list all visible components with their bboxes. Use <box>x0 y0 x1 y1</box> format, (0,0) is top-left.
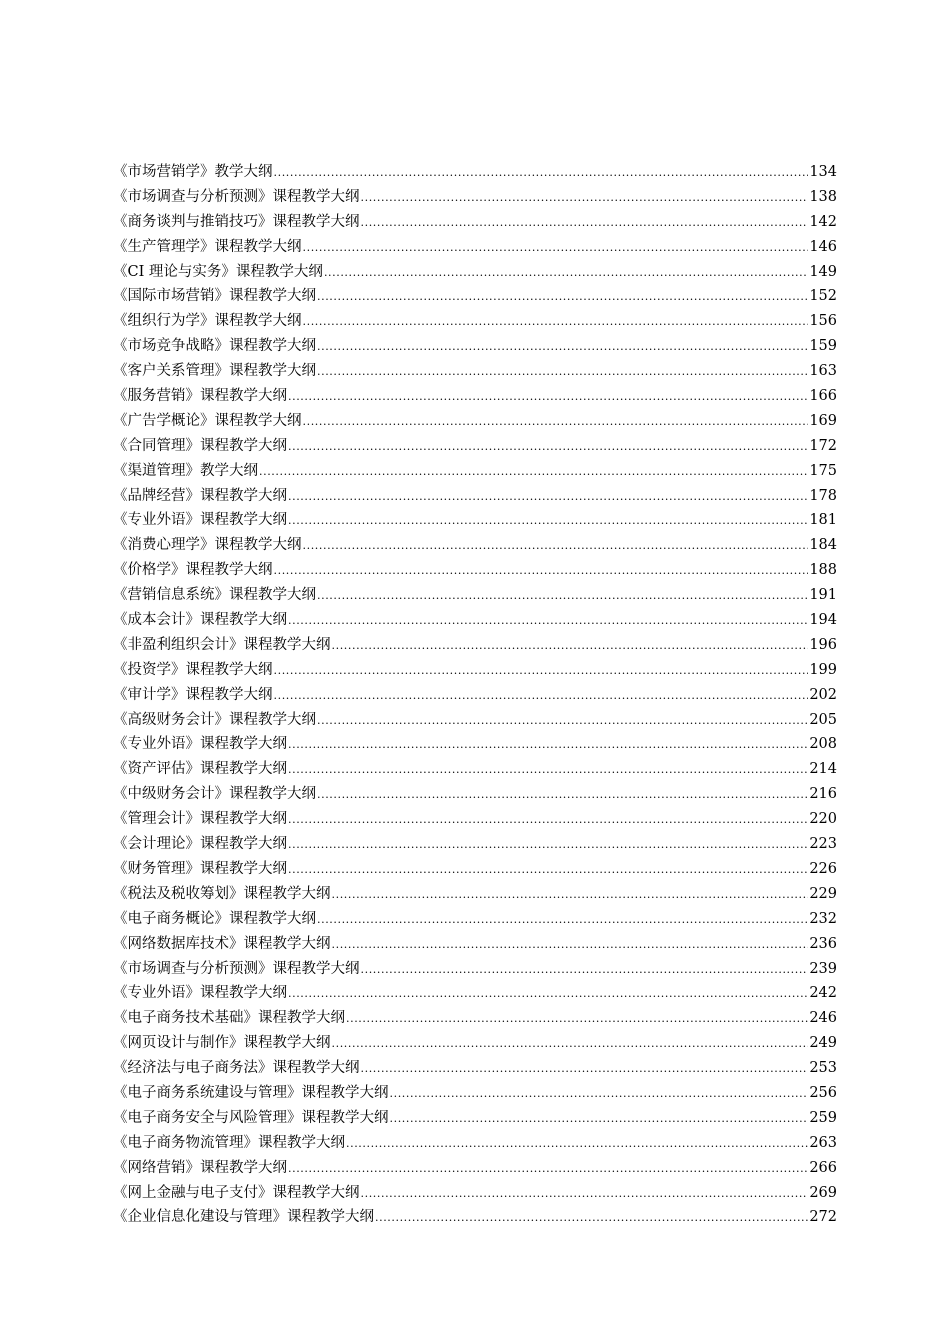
toc-dot-leader <box>317 783 808 808</box>
toc-entry-title[interactable]: 《价格学》课程教学大纲 <box>113 562 273 579</box>
toc-entry-title[interactable]: 《网上金融与电子支付》课程教学大纲 <box>113 1184 360 1201</box>
toc-entry[interactable] <box>113 384 837 409</box>
toc-entry[interactable] <box>113 160 837 185</box>
toc-dot-leader <box>288 509 808 534</box>
toc-dot-leader <box>361 1182 809 1207</box>
toc-entry-title[interactable]: 《成本会计》课程教学大纲 <box>113 612 287 629</box>
toc-dot-leader <box>288 1157 808 1182</box>
toc-entry-title[interactable]: 《网页设计与制作》课程教学大纲 <box>113 1035 331 1052</box>
toc-entry-page-number[interactable]: 175 <box>809 462 837 479</box>
toc-entry[interactable] <box>113 583 837 608</box>
toc-entry[interactable] <box>113 334 837 359</box>
toc-entry-title[interactable]: 《专业外语》课程教学大纲 <box>113 985 287 1002</box>
toc-entry-page-number[interactable]: 163 <box>809 363 837 380</box>
toc-entry-page-number[interactable]: 159 <box>809 338 837 355</box>
toc-entry-title[interactable]: 《电子商务概论》课程教学大纲 <box>113 910 316 927</box>
toc-entry-title[interactable]: 《市场调查与分析预测》课程教学大纲 <box>113 188 360 205</box>
toc-dot-leader <box>390 1082 809 1107</box>
toc-entry[interactable] <box>113 608 837 633</box>
toc-entry-page-number[interactable]: 232 <box>809 910 837 927</box>
toc-entry[interactable] <box>113 1081 837 1106</box>
toc-entry-page-number[interactable]: 196 <box>809 636 837 653</box>
toc-entry-title[interactable]: 《非盈利组织会计》课程教学大纲 <box>113 636 331 653</box>
toc-entry-title[interactable]: 《网络数据库技术》课程教学大纲 <box>113 935 331 952</box>
toc-entry[interactable] <box>113 658 837 683</box>
toc-entry-title[interactable]: 《经济法与电子商务法》课程教学大纲 <box>113 1060 360 1077</box>
toc-entry-page-number[interactable]: 202 <box>809 686 837 703</box>
toc-dot-leader <box>346 1132 808 1157</box>
toc-dot-leader <box>361 958 809 983</box>
toc-entry-title[interactable]: 《企业信息化建设与管理》课程教学大纲 <box>113 1209 374 1226</box>
toc-dot-leader <box>361 1057 809 1082</box>
toc-entry-title[interactable]: 《渠道管理》教学大纲 <box>113 462 258 479</box>
toc-entry-page-number[interactable]: 229 <box>809 885 837 902</box>
toc-entry-title[interactable]: 《网络营销》课程教学大纲 <box>113 1159 287 1176</box>
toc-entry-title[interactable]: 《税法及税收筹划》课程教学大纲 <box>113 885 331 902</box>
toc-dot-leader <box>332 933 809 958</box>
toc-dot-leader <box>361 186 809 211</box>
toc-entry-title[interactable]: 《市场竞争战略》课程教学大纲 <box>113 338 316 355</box>
toc-entry[interactable] <box>113 210 837 235</box>
toc-entry[interactable] <box>113 1181 837 1206</box>
toc-entry[interactable] <box>113 832 837 857</box>
toc-dot-leader <box>288 385 808 410</box>
toc-entry[interactable] <box>113 284 837 309</box>
toc-entry-title[interactable]: 《电子商务物流管理》课程教学大纲 <box>113 1134 345 1151</box>
toc-entry-page-number[interactable]: 216 <box>809 786 837 803</box>
toc-entry-page-number[interactable]: 220 <box>809 811 837 828</box>
toc-entry-title[interactable]: 《品牌经营》课程教学大纲 <box>113 487 287 504</box>
toc-entry-title[interactable]: 《合同管理》课程教学大纲 <box>113 437 287 454</box>
toc-entry-page-number[interactable]: 166 <box>809 388 837 405</box>
toc-entry[interactable] <box>113 359 837 384</box>
toc-entry-page-number[interactable]: 169 <box>809 412 837 429</box>
toc-dot-leader <box>259 460 808 485</box>
toc-entry[interactable] <box>113 1156 837 1181</box>
toc-entry[interactable] <box>113 558 837 583</box>
toc-entry[interactable] <box>113 907 837 932</box>
toc-entry[interactable] <box>113 185 837 210</box>
toc-dot-leader <box>317 584 808 609</box>
toc-entry-title[interactable]: 《中级财务会计》课程教学大纲 <box>113 786 316 803</box>
toc-entry-page-number[interactable]: 214 <box>809 761 837 778</box>
toc-entry-page-number[interactable]: 156 <box>809 313 837 330</box>
toc-entry-page-number[interactable]: 152 <box>809 288 837 305</box>
toc-dot-leader <box>324 261 808 286</box>
toc-entry-page-number[interactable]: 138 <box>809 188 837 205</box>
toc-entry[interactable] <box>113 1031 837 1056</box>
toc-entry[interactable] <box>113 434 837 459</box>
toc-entry[interactable] <box>113 1205 837 1230</box>
toc-dot-leader <box>303 236 809 261</box>
toc-entry-title[interactable]: 《消费心理学》课程教学大纲 <box>113 537 302 554</box>
toc-entry[interactable] <box>113 683 837 708</box>
toc-dot-leader <box>288 758 808 783</box>
toc-entry-page-number[interactable]: 188 <box>809 562 837 579</box>
toc-dot-leader <box>361 211 809 236</box>
toc-entry[interactable] <box>113 732 837 757</box>
toc-entry-title[interactable]: 《营销信息系统》课程教学大纲 <box>113 587 316 604</box>
toc-entry-page-number[interactable]: 199 <box>809 661 837 678</box>
toc-entry-page-number[interactable]: 181 <box>809 512 837 529</box>
toc-dot-leader <box>332 1032 809 1057</box>
toc-dot-leader <box>346 1007 808 1032</box>
toc-dot-leader <box>288 808 808 833</box>
toc-entry[interactable] <box>113 757 837 782</box>
toc-dot-leader <box>288 833 808 858</box>
toc-entry-page-number[interactable]: 178 <box>809 487 837 504</box>
toc-dot-leader <box>274 161 809 186</box>
toc-entry-page-number[interactable]: 246 <box>809 1010 837 1027</box>
toc-dot-leader <box>332 634 809 659</box>
toc-entry-title[interactable]: 《商务谈判与推销技巧》课程教学大纲 <box>113 213 360 230</box>
toc-entry-page-number[interactable]: 269 <box>809 1184 837 1201</box>
toc-entry[interactable] <box>113 932 837 957</box>
toc-entry-page-number[interactable]: 226 <box>809 860 837 877</box>
toc-entry-title[interactable]: 《生产管理学》课程教学大纲 <box>113 238 302 255</box>
toc-entry-title[interactable]: 《电子商务安全与风险管理》课程教学大纲 <box>113 1109 389 1126</box>
toc-entry[interactable] <box>113 309 837 334</box>
toc-dot-leader <box>303 310 809 335</box>
toc-entry[interactable] <box>113 1131 837 1156</box>
toc-entry[interactable] <box>113 633 837 658</box>
toc-dot-leader <box>288 609 808 634</box>
toc-entry[interactable] <box>113 484 837 509</box>
toc-entry-page-number[interactable]: 242 <box>809 985 837 1002</box>
toc-entry-page-number[interactable]: 253 <box>809 1060 837 1077</box>
toc-dot-leader <box>274 684 809 709</box>
toc-entry-page-number[interactable]: 236 <box>809 935 837 952</box>
toc-entry-page-number[interactable]: 256 <box>809 1084 837 1101</box>
toc-dot-leader <box>317 908 808 933</box>
toc-entry-page-number[interactable]: 172 <box>809 437 837 454</box>
toc-entry[interactable] <box>113 235 837 260</box>
toc-entry-title[interactable]: 《专业外语》课程教学大纲 <box>113 736 287 753</box>
toc-entry-title[interactable]: 《广告学概论》课程教学大纲 <box>113 412 302 429</box>
toc-entry-page-number[interactable]: 194 <box>809 612 837 629</box>
toc-entry-title[interactable]: 《会计理论》课程教学大纲 <box>113 836 287 853</box>
toc-dot-leader <box>317 709 808 734</box>
toc-entry[interactable] <box>113 882 837 907</box>
toc-entry-title[interactable]: 《审计学》课程教学大纲 <box>113 686 273 703</box>
toc-entry[interactable] <box>113 409 837 434</box>
toc-entry[interactable] <box>113 533 837 558</box>
toc-dot-leader <box>274 659 809 684</box>
toc-entry[interactable] <box>113 981 837 1006</box>
toc-dot-leader <box>288 485 808 510</box>
toc-entry-page-number[interactable]: 259 <box>809 1109 837 1126</box>
toc-dot-leader <box>390 1107 809 1132</box>
toc-entry-page-number[interactable]: 191 <box>809 587 837 604</box>
toc-entry[interactable] <box>113 857 837 882</box>
toc-entry-page-number[interactable]: 266 <box>809 1159 837 1176</box>
toc-entry-page-number[interactable]: 208 <box>809 736 837 753</box>
toc-entry[interactable] <box>113 782 837 807</box>
toc-entry-title[interactable]: 《财务管理》课程教学大纲 <box>113 860 287 877</box>
toc-entry-title[interactable]: 《服务营销》课程教学大纲 <box>113 388 287 405</box>
toc-entry-title[interactable]: 《CI 理论与实务》课程教学大纲 <box>113 263 323 280</box>
toc-entry-title[interactable]: 《专业外语》课程教学大纲 <box>113 512 287 529</box>
toc-dot-leader <box>317 335 808 360</box>
toc-dot-leader <box>303 534 809 559</box>
toc-dot-leader <box>288 982 808 1007</box>
toc-entry-page-number[interactable]: 184 <box>809 537 837 554</box>
toc-entry-title[interactable]: 《管理会计》课程教学大纲 <box>113 811 287 828</box>
toc-dot-leader <box>288 733 808 758</box>
toc-entry-page-number[interactable]: 239 <box>809 960 837 977</box>
toc-dot-leader <box>288 858 808 883</box>
toc-entry[interactable] <box>113 1056 837 1081</box>
toc-entry-title[interactable]: 《组织行为学》课程教学大纲 <box>113 313 302 330</box>
toc-dot-leader <box>375 1206 808 1231</box>
toc-dot-leader <box>317 360 808 385</box>
toc-entry-title[interactable]: 《客户关系管理》课程教学大纲 <box>113 363 316 380</box>
toc-entry[interactable] <box>113 508 837 533</box>
toc-entry-title[interactable]: 《国际市场营销》课程教学大纲 <box>113 288 316 305</box>
toc-entry-page-number[interactable]: 272 <box>809 1209 837 1226</box>
toc-entry-page-number[interactable]: 205 <box>809 711 837 728</box>
toc-entry-title[interactable]: 《市场调查与分析预测》课程教学大纲 <box>113 960 360 977</box>
toc-entry-page-number[interactable]: 149 <box>809 263 837 280</box>
toc-entry[interactable] <box>113 1006 837 1031</box>
toc-entry[interactable] <box>113 708 837 733</box>
toc-entry[interactable] <box>113 807 837 832</box>
toc-entry-page-number[interactable]: 142 <box>809 213 837 230</box>
toc-dot-leader <box>288 435 808 460</box>
toc-entry-page-number[interactable]: 263 <box>809 1134 837 1151</box>
table-of-contents <box>113 160 837 1230</box>
toc-entry-title[interactable]: 《电子商务系统建设与管理》课程教学大纲 <box>113 1084 389 1101</box>
toc-dot-leader <box>332 883 809 908</box>
toc-entry-title[interactable]: 《高级财务会计》课程教学大纲 <box>113 711 316 728</box>
toc-entry-page-number[interactable]: 134 <box>809 164 837 180</box>
toc-entry[interactable] <box>113 1106 837 1131</box>
toc-dot-leader <box>303 410 809 435</box>
toc-entry-page-number[interactable]: 249 <box>809 1035 837 1052</box>
toc-entry[interactable] <box>113 260 837 285</box>
toc-dot-leader <box>274 559 809 584</box>
toc-entry[interactable] <box>113 957 837 982</box>
toc-entry-title[interactable]: 《电子商务技术基础》课程教学大纲 <box>113 1010 345 1027</box>
toc-entry-title[interactable]: 《投资学》课程教学大纲 <box>113 661 273 678</box>
toc-entry[interactable] <box>113 459 837 484</box>
toc-entry-page-number[interactable]: 146 <box>809 238 837 255</box>
toc-entry-title[interactable]: 《资产评估》课程教学大纲 <box>113 761 287 778</box>
toc-entry-page-number[interactable]: 223 <box>809 836 837 853</box>
toc-dot-leader <box>317 285 808 310</box>
toc-entry-title[interactable]: 《市场营销学》教学大纲 <box>113 164 273 180</box>
